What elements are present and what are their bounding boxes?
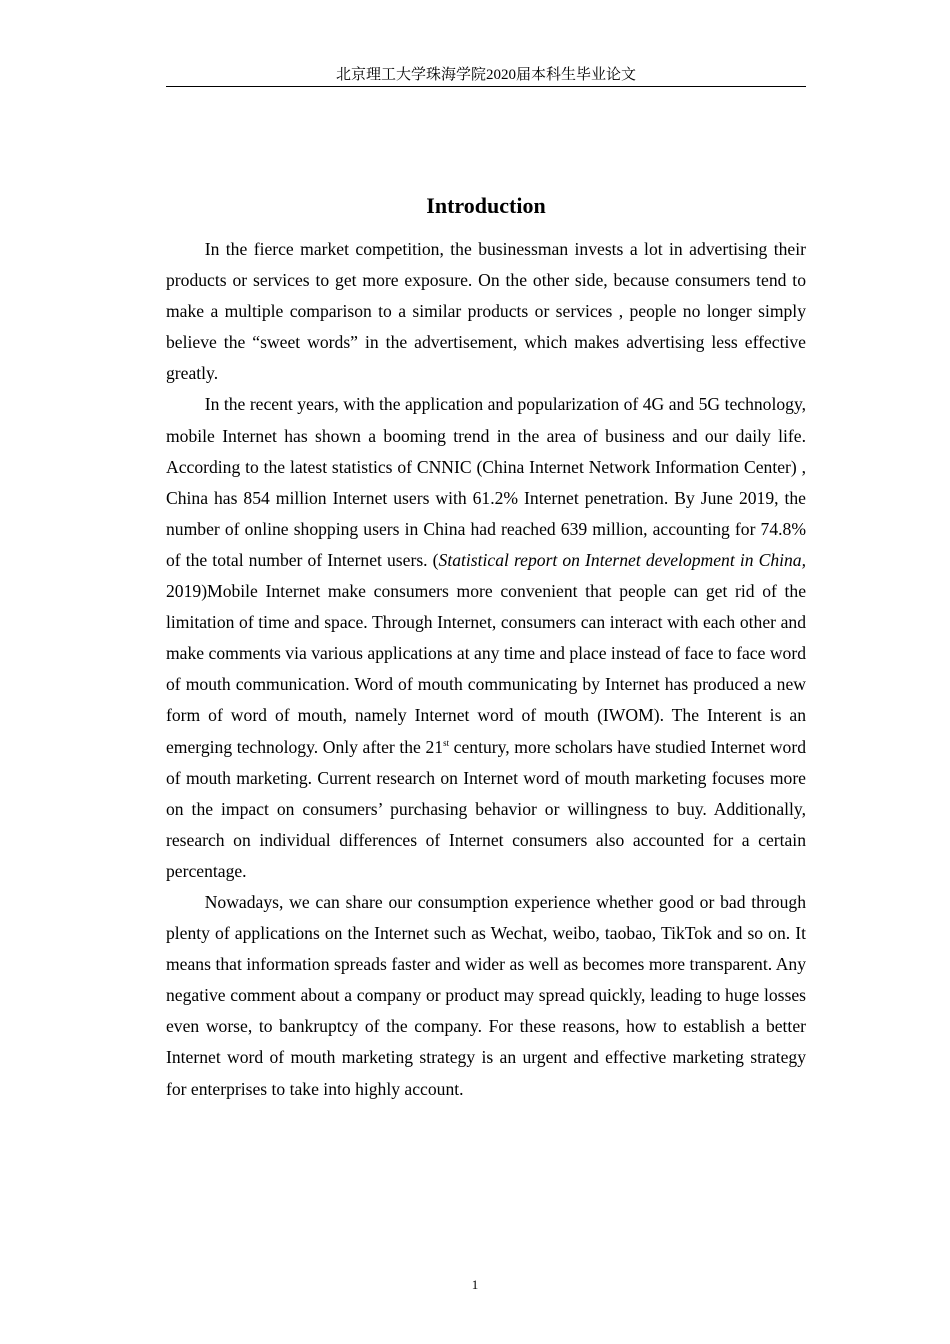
- paragraph-2-part-3: century, more scholars have studied Internet word of mouth marketing. Current research on Internet word of mouth marketing focuses more on the impact on consumers’ purchasing behavior or willingness to buy. Additionally, research on individual differences of Internet consumers also accounted for a certain percentage.: [166, 736, 806, 881]
- body-text: [166, 234, 806, 1105]
- paragraph-2-part-1: In the recent years, with the application and popularization of 4G and 5G technology, mobile Internet has shown a booming trend in the area of business and our daily life. According to the latest statistics of CNNIC (China Internet Network Information Center) , China has 854 million Internet users with 61.2% Internet penetration. By June 2019, the number of online shopping users in China had reached 639 million, accounting for 74.8% of the total number of Internet users. (: [166, 394, 806, 570]
- paragraph-2-part-2: 2019)Mobile Internet make consumers more convenient that people can get rid of the limitation of time and space. Through Internet, consumers can interact with each other and make comments via various applications at any time and place instead of face to face word of mouth communication. Word of mouth communicating by Internet has produced a new form of word of mouth, namely Internet word of mouth (IWOM). The Interent is an emerging technology. Only after the 21: [166, 581, 806, 757]
- paragraph-2: [166, 389, 806, 887]
- page-number: 1: [471, 1277, 479, 1292]
- paragraph-1: In the fierce market competition, the businessman invests a lot in advertising their products or services to get more exposure. On the other side, because consumers tend to make a multiple comparison to a similar products or services , people no longer simply believe the “sweet words” in the advertisement, which makes advertising less effective greatly.: [166, 239, 806, 384]
- section-title: Introduction: [426, 193, 546, 218]
- citation-title: Statistical report on Internet development in China,: [438, 549, 806, 570]
- ordinal-superscript: st: [443, 737, 450, 748]
- paragraph-3: Nowadays, we can share our consumption experience whether good or bad through plenty of applications on the Internet such as Wechat, weibo, taobao, TikTok and so on. It means that information spreads faster and wider as well as becomes more transparent. Any negative comment about a company or product may spread quickly, leading to huge losses even worse, to bankruptcy of the company. For these reasons, how to establish a better Internet word of mouth marketing strategy is an urgent and effective marketing strategy for enterprises to take into highly account.: [166, 891, 806, 1099]
- page-header: 北京理工大学珠海学院2020届本科生毕业论文: [166, 66, 806, 87]
